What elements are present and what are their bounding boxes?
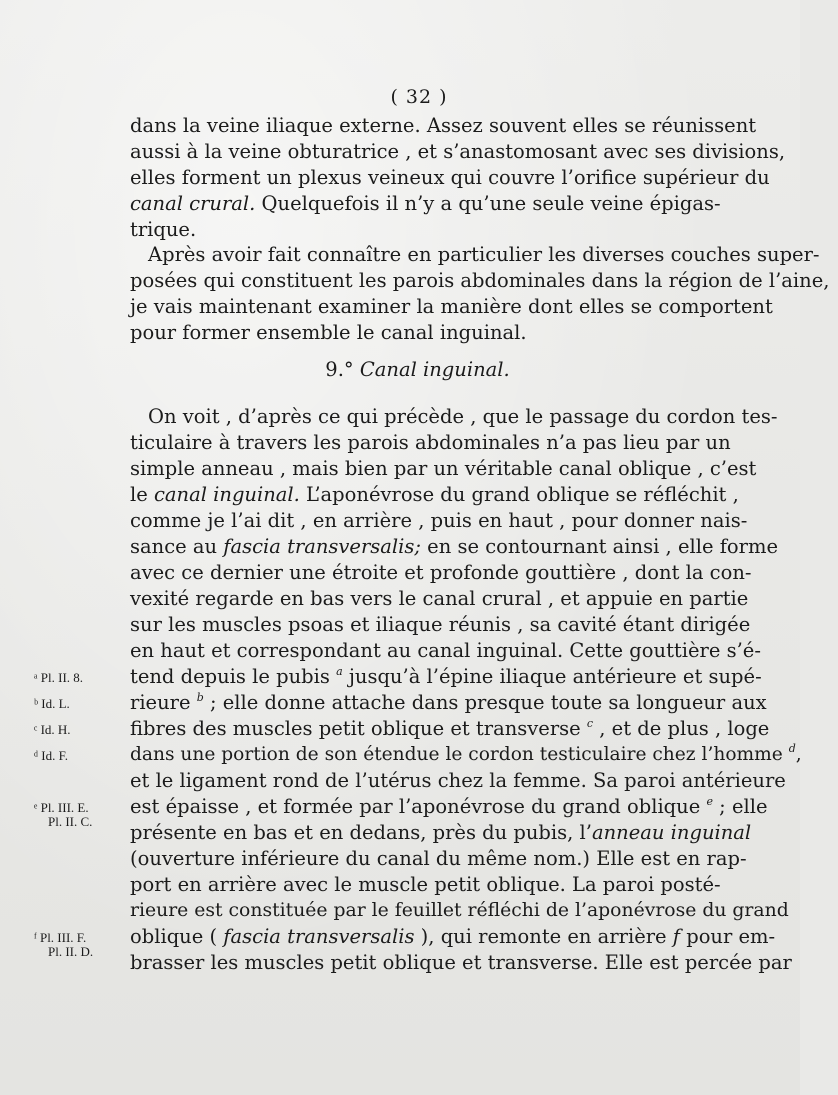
text-span: Quelquefois il n’y a qu’une seule veine épigas-: [255, 192, 721, 215]
text-line: [130, 794, 768, 820]
text-span: jusqu’à l’épine iliaque antérieure et supé-: [342, 665, 762, 688]
text-line: comme je l’ai dit , en arrière , puis en haut , pour donner nais-: [130, 509, 748, 532]
margin-note-line: ᵉ Pl. III. E.: [34, 800, 89, 815]
text-line: rieure est constituée par le feuillet réfléchi de l’aponévrose du grand: [130, 900, 789, 921]
margin-note-a: ᵃ Pl. II. 8.: [34, 670, 84, 685]
footnote-marker: d: [788, 742, 796, 755]
text-line: (ouverture inférieure du canal du même nom.) Elle est en rap-: [130, 847, 747, 870]
text-line: port en arrière avec le muscle petit oblique. La paroi posté-: [130, 873, 721, 896]
text-span: dans une portion de son étendue le cordon testiculaire chez l’homme: [130, 744, 789, 765]
margin-note-line: ᶠ Pl. III. F.: [34, 930, 87, 945]
margin-note-f: [34, 931, 128, 959]
text-line: elles forment un plexus veineux qui couvre l’orifice supérieur du: [130, 166, 770, 189]
italic-term: anneau inguinal: [592, 821, 752, 844]
margin-note-line: Pl. II. C.: [48, 814, 93, 829]
text-span: L’aponévrose du grand oblique se réfléchit ,: [299, 483, 739, 506]
text-line: [130, 690, 767, 716]
text-span: en se contournant ainsi , elle forme: [420, 535, 779, 558]
italic-term: fascia transversalis: [223, 925, 415, 948]
text-span: fibres des muscles petit oblique et transverse: [130, 717, 587, 740]
text-line: et le ligament rond de l’utérus chez la femme. Sa paroi antérieure: [130, 769, 786, 792]
text-line: [130, 820, 752, 846]
text-span: présente en bas et en dedans, près du pubis, l’: [130, 821, 592, 844]
text-line: dans la veine iliaque externe. Assez souvent elles se réunissent: [130, 114, 757, 137]
text-span: tend depuis le pubis: [130, 665, 337, 688]
footnote-marker: b: [196, 691, 204, 704]
footnote-marker: a: [336, 665, 343, 678]
heading-number: 9.°: [325, 358, 360, 381]
text-line: pour former ensemble le canal inguinal.: [130, 321, 527, 344]
margin-note-line: Pl. II. D.: [48, 944, 94, 959]
page-number: ( 32 ): [390, 86, 448, 108]
text-span: pour em-: [680, 925, 776, 948]
text-line: en haut et correspondant au canal inguinal. Cette gouttière s’é-: [130, 639, 761, 662]
section-heading: [130, 358, 705, 381]
text-span: ; elle donne attache dans presque toute sa longueur aux: [203, 691, 767, 714]
text-span: sance au: [130, 535, 224, 558]
footnote-marker: e: [706, 795, 713, 808]
text-line: Après avoir fait connaître en particulier les diverses couches super-: [148, 243, 820, 266]
text-line: [130, 191, 721, 217]
text-line: [130, 534, 779, 560]
margin-note-e: [34, 801, 128, 829]
text-span: ,: [795, 744, 802, 765]
margin-note-b: ᵇ Id. L.: [34, 696, 70, 711]
text-line: [130, 742, 802, 768]
text-line: brasser les muscles petit oblique et transverse. Elle est percée par: [130, 951, 792, 974]
text-line: simple anneau , mais bien par un véritable canal oblique , c’est: [130, 457, 757, 480]
text-span: ), qui remonte en arrière: [414, 925, 673, 948]
text-line: ticulaire à travers les parois abdominales n’a pas lieu par un: [130, 431, 731, 454]
text-span: , et de plus , loge: [593, 717, 770, 740]
text-span: ; elle: [712, 795, 768, 818]
text-span: le: [130, 483, 154, 506]
text-line: vexité regarde en bas vers le canal crural , et appuie en partie: [130, 587, 749, 610]
italic-term: canal inguinal.: [153, 483, 300, 506]
text-line: posées qui constituent les parois abdominales dans la région de l’aine,: [130, 269, 830, 292]
margin-note-d: ᵈ Id. F.: [34, 748, 69, 763]
text-line: [130, 664, 762, 690]
italic-term: fascia transversalis;: [223, 535, 421, 558]
text-span: oblique (: [130, 925, 224, 948]
text-line: trique.: [130, 218, 197, 241]
text-line: [130, 716, 770, 742]
text-line: On voit , d’après ce qui précède , que le passage du cordon tes-: [148, 405, 778, 428]
text-span: est épaisse , et formée par l’aponévrose du grand oblique: [130, 795, 707, 818]
text-line: avec ce dernier une étroite et profonde gouttière , dont la con-: [130, 561, 752, 584]
italic-term: canal crural.: [130, 192, 256, 215]
text-line: [130, 482, 739, 508]
text-line: je vais maintenant examiner la manière dont elles se comportent: [130, 295, 773, 318]
footnote-marker: f: [672, 925, 681, 948]
footnote-marker: c: [586, 717, 594, 730]
text-line: [130, 924, 776, 950]
text-line: sur les muscles psoas et iliaque réunis , sa cavité étant dirigée: [130, 613, 751, 636]
text-span: rieure: [130, 691, 197, 714]
heading-title: Canal inguinal.: [359, 358, 510, 381]
margin-note-c: ᶜ Id. H.: [34, 722, 71, 737]
text-line: aussi à la veine obturatrice , et s’anastomosant avec ses divisions,: [130, 140, 786, 163]
